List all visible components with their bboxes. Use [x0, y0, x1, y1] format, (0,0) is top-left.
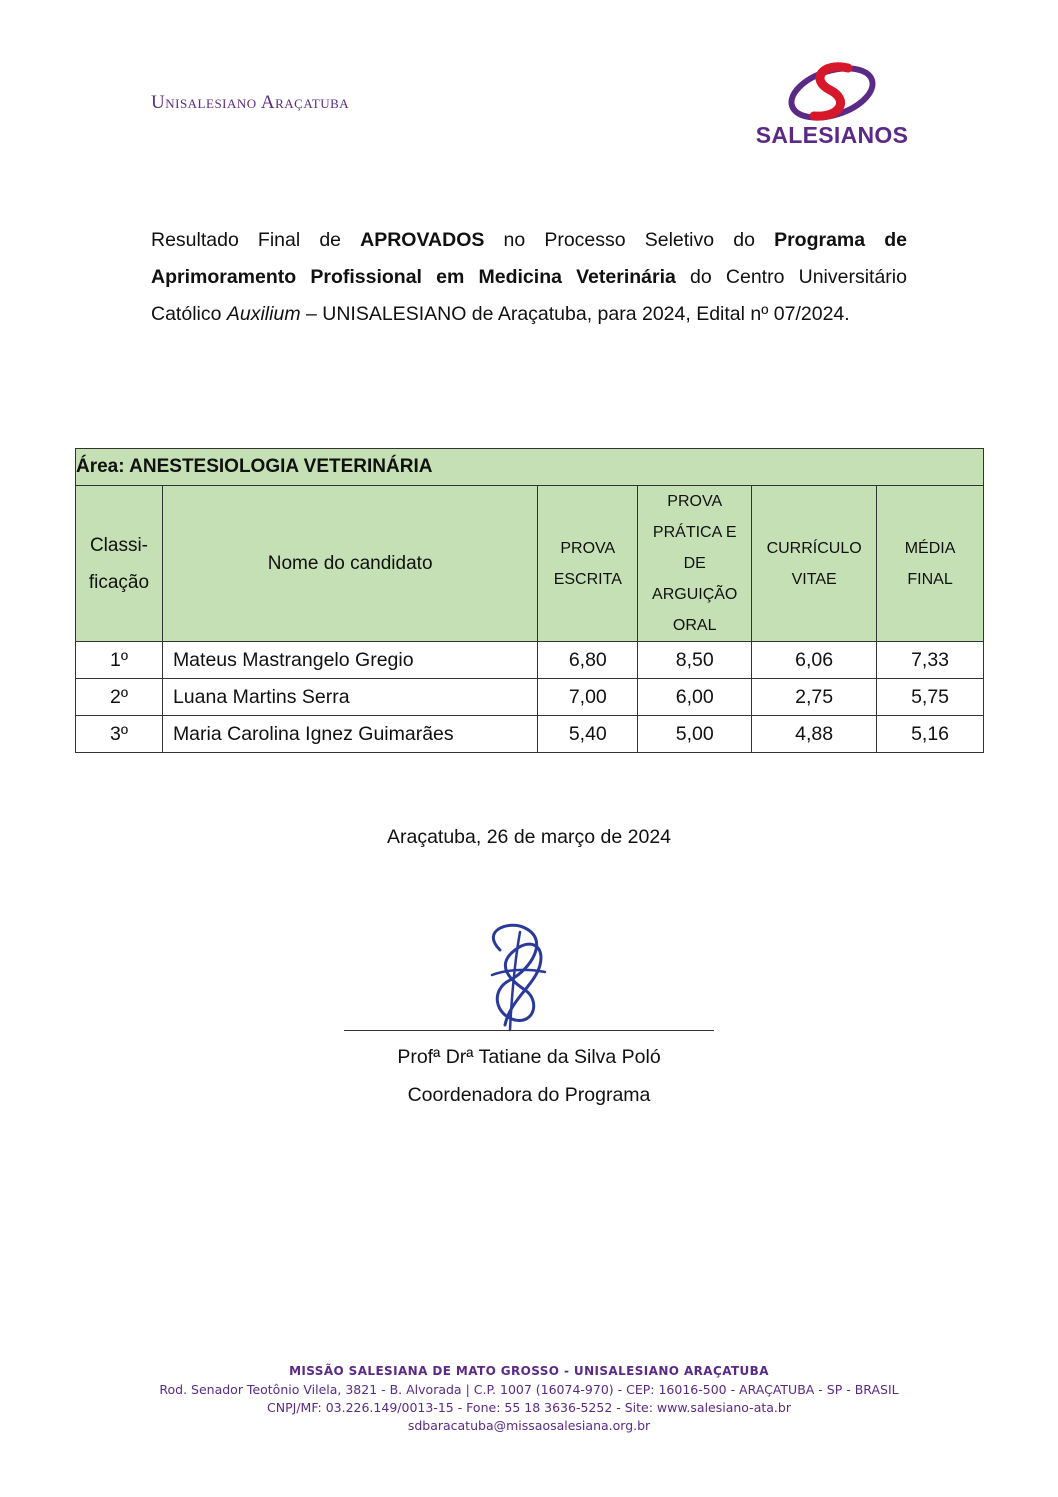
signer-role: Coordenadora do Programa	[407, 1084, 651, 1106]
intro-paragraph: Resultado Final de APROVADOS no Processo Seletivo do Programa de Aprimoramento Profissional em Medicina Veterinária do Centro Universitário Católico Auxilium – UNISALESIANO de Araçatuba, para 2024, Edital nº 07/2024.	[151, 229, 907, 325]
table-row: 1º Mateus Mastrangelo Gregio 6,80 8,50 6,06 7,33	[76, 642, 984, 679]
results-table	[75, 448, 984, 753]
handwritten-signature	[470, 920, 560, 1035]
header-name: Nome do candidato	[162, 486, 537, 642]
header-cv: CURRÍCULO VITAE	[752, 486, 877, 642]
intro-auxilium: Auxilium	[226, 303, 301, 325]
signer-name: Profª Drª Tatiane da Silva Poló	[397, 1046, 661, 1068]
footer-organization: MISSÃO SALESIANA DE MATO GROSSO - UNISALESIANO ARAÇATUBA	[289, 1364, 769, 1378]
footer-email: sdbaracatuba@missaosalesiana.org.br	[407, 1418, 651, 1433]
intro-approved: APROVADOS	[360, 229, 485, 251]
footer-contact: CNPJ/MF: 03.226.149/0013-15 - Fone: 55 18 3636-5252 - Site: www.salesiano-ata.br	[267, 1400, 791, 1415]
salesianos-logo	[752, 60, 912, 155]
table-row: 3º Maria Carolina Ignez Guimarães 5,40 5,00 4,88 5,16	[76, 716, 984, 753]
header-average: MÉDIA FINAL	[877, 486, 984, 642]
salesianos-s-icon	[752, 60, 912, 125]
area-title: Área: ANESTESIOLOGIA VETERINÁRIA	[76, 449, 984, 486]
logo-text: SALESIANOS	[755, 122, 909, 148]
signature-line	[344, 1030, 714, 1031]
institution-name: Unisalesiano Araçatuba	[151, 92, 350, 113]
intro-program: Programa de Aprimoramento Profissional em Medicina Veterinária	[151, 229, 907, 288]
document-date: Araçatuba, 26 de março de 2024	[386, 826, 672, 848]
footer-address: Rod. Senador Teotônio Vilela, 3821 - B. Alvorada | C.P. 1007 (16074-970) - CEP: 16016-500 - ARAÇATUBA - SP - BRASIL	[159, 1382, 899, 1397]
header-practical: PROVA PRÁTICA E DE ARGUIÇÃO ORAL	[638, 486, 752, 642]
header-written: PROVA ESCRITA	[538, 486, 638, 642]
header-rank: Classi- ficação	[76, 486, 163, 642]
table-row: 2º Luana Martins Serra 7,00 6,00 2,75 5,75	[76, 679, 984, 716]
